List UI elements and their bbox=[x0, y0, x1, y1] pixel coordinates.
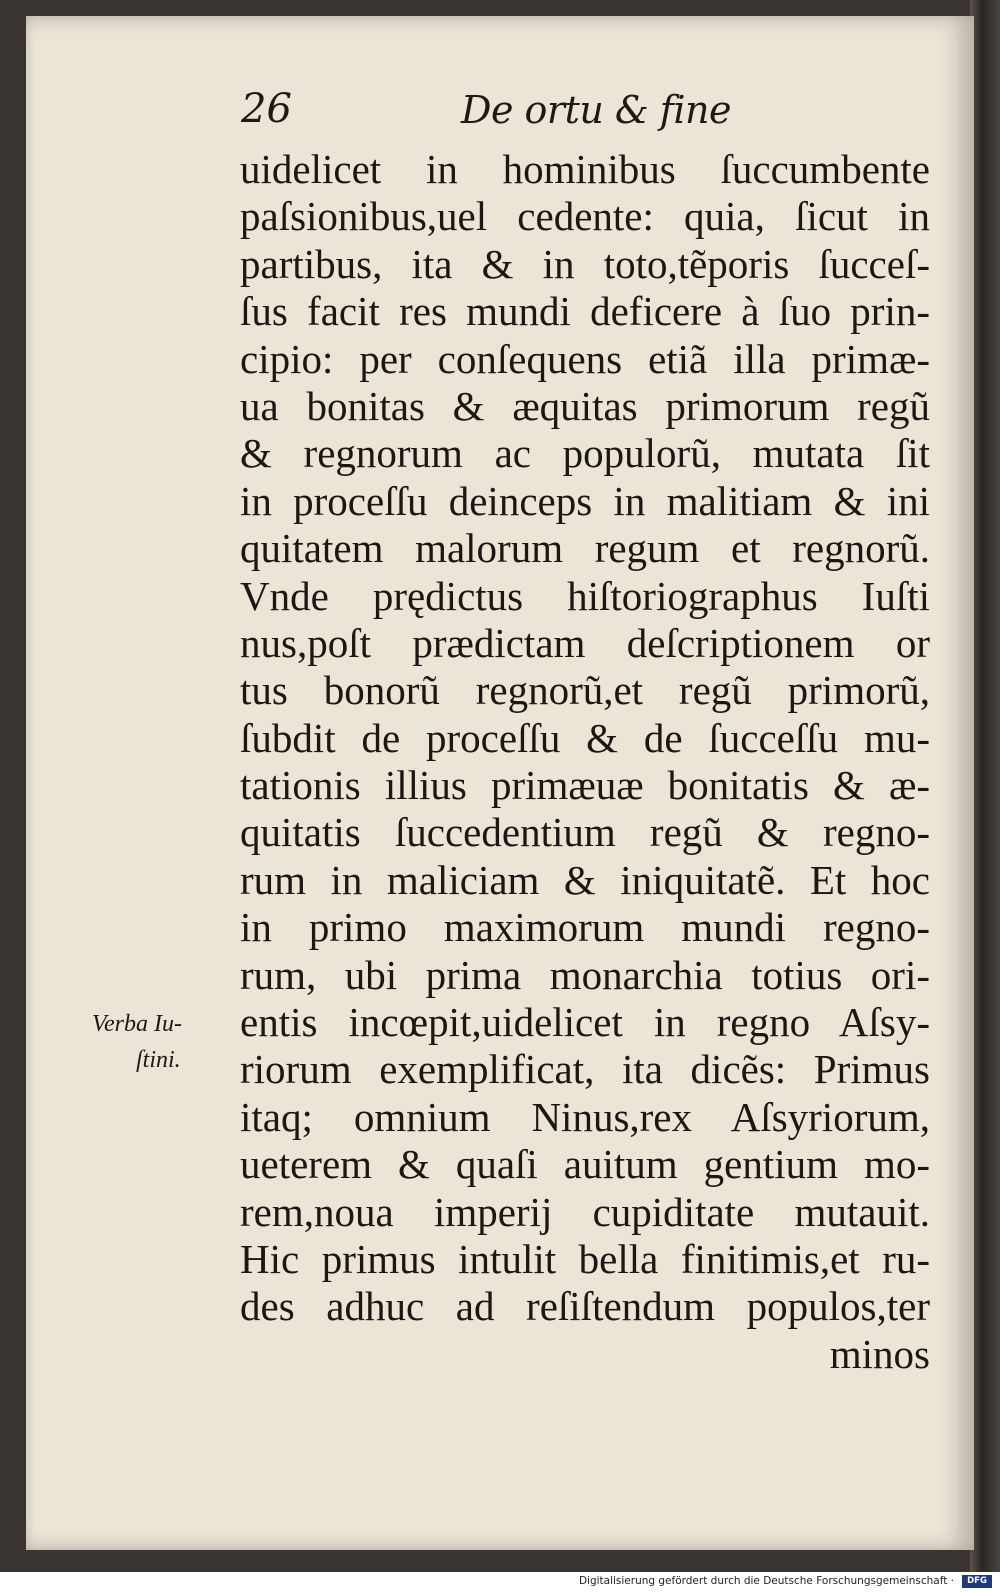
running-title: De ortu & fine bbox=[461, 88, 731, 132]
text-line: ueterem & quaſi auitum gentium mo- bbox=[240, 1141, 930, 1188]
book-edge bbox=[970, 0, 1000, 1572]
text-line: entis incœpit,uidelicet in regno Aſsy- bbox=[240, 999, 930, 1046]
footer-credit: Digitalisierung gefördert durch die Deutsche Forschungsgemeinschaft · bbox=[578, 1575, 954, 1587]
text-line: ſus facit res mundi deficere à ſuo prin- bbox=[240, 288, 930, 335]
text-line: in primo maximorum mundi regno- bbox=[240, 904, 930, 951]
text-line: cipio: per conſequens etiã illa primæ- bbox=[240, 335, 930, 382]
catchword: minos bbox=[829, 1330, 930, 1377]
dfg-logo-icon: DFG bbox=[962, 1575, 992, 1588]
text-line: & regnorum ac populorũ, mutata ſit bbox=[240, 430, 930, 477]
text-line: des adhuc ad reſiſtendum populos,ter bbox=[240, 1283, 930, 1330]
text-line: in proceſſu deinceps in malitiam & ini bbox=[240, 477, 930, 524]
text-line: riorum exemplificat, ita dicẽs: Primus bbox=[240, 1046, 930, 1093]
text-line: quitatem malorum regum et regnorũ. bbox=[240, 525, 930, 572]
text-line: ſubdit de proceſſu & de ſucceſſu mu- bbox=[240, 714, 930, 761]
text-line: ua bonitas & æquitas primorum regũ bbox=[240, 382, 930, 429]
marginal-note bbox=[92, 1006, 222, 1078]
text-line: itaq; omnium Ninus,rex Aſsyriorum, bbox=[240, 1093, 930, 1140]
text-line: quitatis ſuccedentium regũ & regno- bbox=[240, 809, 930, 856]
marginal-note-line: ſtini. bbox=[136, 1047, 181, 1073]
marginal-note-line: Verba Iu- bbox=[92, 1011, 182, 1037]
page-number: 26 bbox=[241, 86, 292, 132]
text-line: Hic primus intulit bella finitimis,et ru- bbox=[240, 1235, 930, 1282]
text-line: Vnde prędictus hiſtoriographus Iuſti bbox=[240, 572, 930, 619]
text-line: rum, ubi prima monarchia totius ori- bbox=[240, 951, 930, 998]
text-line: nus,poſt prædictam deſcriptionem or bbox=[240, 619, 930, 666]
body-text bbox=[240, 146, 930, 1378]
text-line: tus bonorũ regnorũ,et regũ primorũ, bbox=[240, 667, 930, 714]
text-line: rem,noua imperij cupiditate mutauit. bbox=[240, 1188, 930, 1235]
text-line: paſsionibus,uel cedente: quia, ſicut in bbox=[240, 193, 930, 240]
text-line: tationis illius primæuæ bonitatis & æ- bbox=[240, 762, 930, 809]
book-page bbox=[26, 16, 974, 1550]
text-line: rum in maliciam & iniquitatẽ. Et hoc bbox=[240, 856, 930, 903]
footer-bar bbox=[0, 1572, 1000, 1592]
text-line: uidelicet in hominibus ſuccumbente bbox=[240, 146, 930, 192]
text-line: partibus, ita & in toto,tẽporis ſucceſ- bbox=[240, 240, 930, 287]
